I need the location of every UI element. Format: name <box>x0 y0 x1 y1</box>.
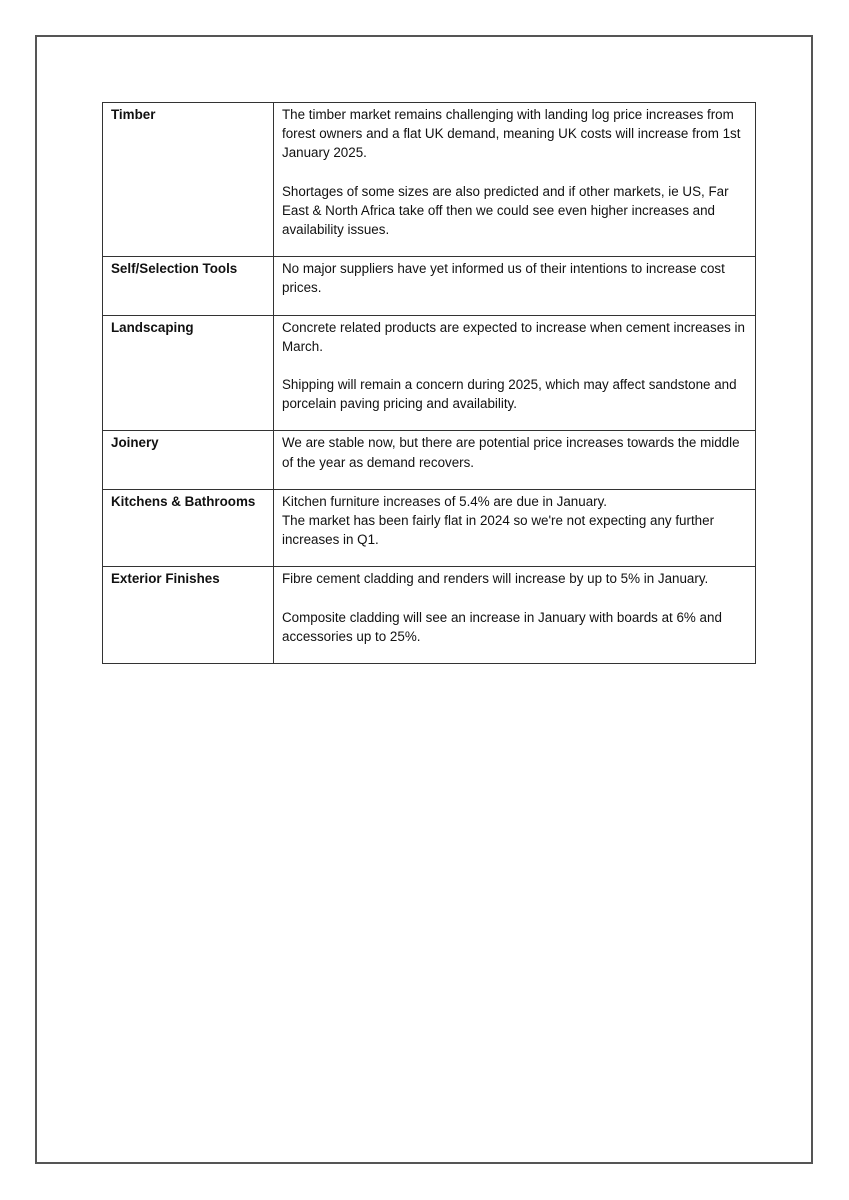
table-row-exterior-finishes <box>103 567 756 664</box>
detail-paragraph: Fibre cement cladding and renders will increase by up to 5% in January. <box>282 571 709 587</box>
category-cell: Exterior Finishes <box>103 567 274 664</box>
detail-cell <box>274 103 756 257</box>
table-row-landscaping <box>103 315 756 431</box>
table-row-kitchens-bathrooms <box>103 489 756 567</box>
category-cell: Kitchens & Bathrooms <box>103 489 274 567</box>
category-cell: Self/Selection Tools <box>103 257 274 315</box>
table-row-joinery <box>103 431 756 489</box>
category-cell: Landscaping <box>103 315 274 431</box>
detail-cell <box>274 315 756 431</box>
detail-paragraph: We are stable now, but there are potential price increases towards the middle of the year as demand recovers. <box>282 435 740 470</box>
detail-cell <box>274 431 756 489</box>
price-outlook-table <box>102 102 756 664</box>
table-row-self-selection-tools <box>103 257 756 315</box>
detail-paragraph: Shipping will remain a concern during 2025, which may affect sandstone and porcelain paving pricing and availability. <box>282 377 737 412</box>
detail-paragraph: No major suppliers have yet informed us of their intentions to increase cost prices. <box>282 261 725 296</box>
detail-cell <box>274 567 756 664</box>
detail-paragraph: Shortages of some sizes are also predicted and if other markets, ie US, Far East & North Africa take off then we could see even higher increases and availability issues. <box>282 183 729 238</box>
detail-paragraph: The timber market remains challenging with landing log price increases from forest owners and a flat UK demand, meaning UK costs will increase from 1st January 2025. <box>282 107 741 161</box>
category-cell: Timber <box>103 103 274 257</box>
category-cell: Joinery <box>103 431 274 489</box>
detail-paragraph: Kitchen furniture increases of 5.4% are due in January. <box>282 493 608 509</box>
detail-cell <box>274 489 756 567</box>
detail-paragraph: The market has been fairly flat in 2024 so we're not expecting any further increases in Q1. <box>282 513 715 548</box>
detail-paragraph: Concrete related products are expected to increase when cement increases in March. <box>282 319 745 354</box>
detail-paragraph: Composite cladding will see an increase in January with boards at 6% and accessories up to 25%. <box>282 609 722 644</box>
table-row-timber <box>103 103 756 257</box>
detail-cell <box>274 257 756 315</box>
